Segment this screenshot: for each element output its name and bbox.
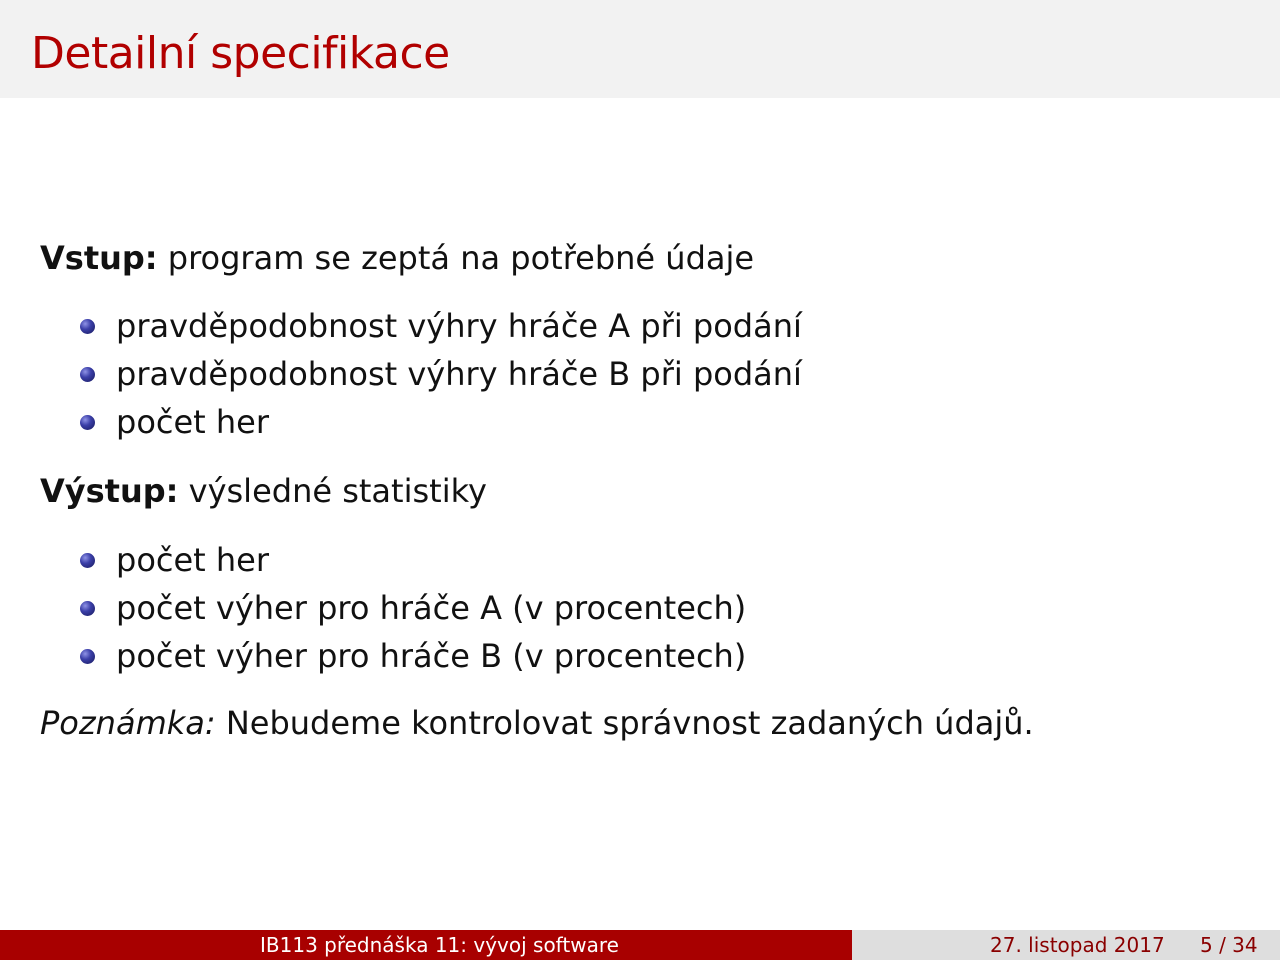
slide-title: Detailní specifikace [31, 28, 450, 79]
bullet-icon [80, 319, 95, 334]
bullet-icon [80, 553, 95, 568]
output-label: Výstup: [40, 472, 179, 510]
output-line [40, 469, 487, 513]
input-line [40, 236, 754, 280]
list-item: počet výher pro hráče A (v procentech) [116, 589, 747, 627]
footer-page-number: 5 / 34 [1200, 933, 1258, 957]
bullet-icon [80, 601, 95, 616]
list-item: pravděpodobnost výhry hráče A při podání [116, 307, 802, 345]
slide-footer [0, 930, 1280, 960]
list-item: počet her [116, 541, 270, 579]
note-text: Nebudeme kontrolovat správnost zadaných údajů. [225, 704, 1034, 742]
bullet-icon [80, 649, 95, 664]
footer-lecture-bar [0, 930, 852, 960]
bullet-icon [80, 415, 95, 430]
list-item: počet výher pro hráče B (v procentech) [116, 637, 747, 675]
output-text: výsledné statistiky [188, 472, 487, 510]
note-label: Poznámka: [40, 704, 216, 742]
bullet-icon [80, 367, 95, 382]
footer-lecture-title: IB113 přednáška 11: vývoj software [260, 933, 619, 957]
note-line [40, 701, 1034, 745]
slide-header [0, 0, 1280, 98]
list-item: počet her [116, 403, 270, 441]
input-text: program se zeptá na potřebné údaje [167, 239, 755, 277]
input-label: Vstup: [40, 239, 158, 277]
list-item: pravděpodobnost výhry hráče B při podání [116, 355, 802, 393]
footer-date: 27. listopad 2017 [990, 933, 1165, 957]
